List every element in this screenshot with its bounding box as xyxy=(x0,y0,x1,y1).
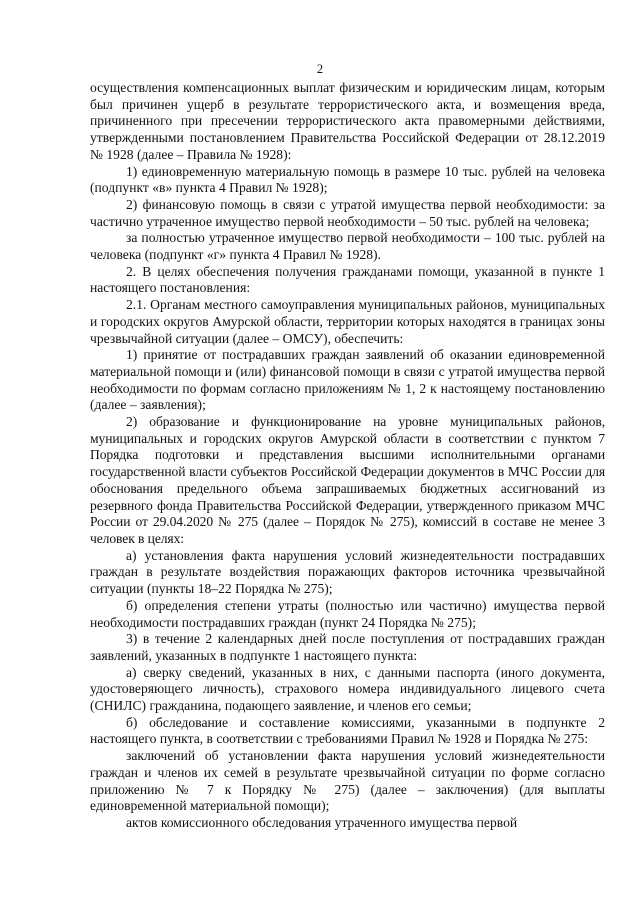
document-body xyxy=(90,80,605,832)
paragraph: за полностью утраченное имущество первой необходимости – 100 тыс. рублей на человека (подпункт «г» пункта 4 Правил № 1928). xyxy=(90,230,605,263)
paragraph: а) установления факта нарушения условий жизнедеятельности пострадавших граждан в результате воздействия поражающих факторов источника чрезвычайной ситуации (пункты 18–22 Порядка № 275); xyxy=(90,547,605,597)
paragraph: б) обследование и составление комиссиями, указанными в подпункте 2 настоящего пункта, в соответствии с требованиями Правил № 1928 и Порядка № 275: xyxy=(90,714,605,747)
paragraph: 2.1. Органам местного самоуправления муниципальных районов, муниципальных и городских округов Амурской области, территории которых находятся в границах зоны чрезвычайной ситуации (далее – ОМСУ), обеспечить: xyxy=(90,297,605,346)
paragraph: актов комиссионного обследования утраченного имущества первой xyxy=(126,814,518,830)
paragraph: а) сверку сведений, указанных в них, с данными паспорта (иного документа, удостоверяющего личность), страхового номера индивидуального лицевого счета (СНИЛС) гражданина, подающего заявление, и членов его семьи; xyxy=(90,664,605,714)
paragraph: 2) образование и функционирование на уровне муниципальных районов, муниципальных и городских округов Амурской области в соответствии с пунктом 7 Порядка подготовки и представления высшими исполнительными органами государственной власти субъектов Российской Федерации документов в МЧС России для обоснования предельного объема запрашиваемых бюджетных ассигнований из резервного фонда Правительства Российской Федерации, утвержденного приказом МЧС России от 29.04.2020 № 275 (далее – Порядок № 275), комиссий в составе не менее 3 человек в целях: xyxy=(90,414,605,546)
paragraph: 2) финансовую помощь в связи с утратой имущества первой необходимости: за частично утраченное имущество первой необходимости – 50 тыс. рублей на человека; xyxy=(90,196,605,229)
paragraph: 3) в течение 2 календарных дней после поступления от пострадавших граждан заявлений, указанных в подпункте 1 настоящего пункта: xyxy=(90,631,605,663)
paragraph: б) определения степени утраты (полностью или частично) имущества первой необходимости пострадавших граждан (пункт 24 Порядка № 275); xyxy=(90,597,605,630)
paragraph: заключений об установлении факта нарушения условий жизнедеятельности граждан и членов их семей в результате чрезвычайной ситуации по форме согласно приложению № 7 к Порядку № 275) (далее – заключения) (для выплаты единовременной материальной помощи); xyxy=(90,748,605,814)
paragraph: 2. В целях обеспечения получения гражданами помощи, указанной в пункте 1 настоящего постановления: xyxy=(90,263,605,296)
paragraph: осуществления компенсационных выплат физическим и юридическим лицам, которым был причинен ущерб в результате террористического акта, и возмещения вреда, причиненного при пресечении террористического акта правомерными действиями, утвержденными постановлением Правительства Российской Федерации от 28.12.2019 № 1928 (далее – Правила № 1928): xyxy=(90,80,605,162)
paragraph: 1) принятие от пострадавших граждан заявлений об оказании единовременной материальной помощи и (или) финансовой помощи в связи с утратой имущества первой необходимости по формам согласно приложениям № 1, 2 к настоящему постановлению (далее – заявления); xyxy=(90,347,605,413)
paragraph: 1) единовременную материальную помощь в размере 10 тыс. рублей на человека (подпункт «в» пункта 4 Правил № 1928); xyxy=(90,163,605,196)
page-number: 2 xyxy=(316,62,324,76)
